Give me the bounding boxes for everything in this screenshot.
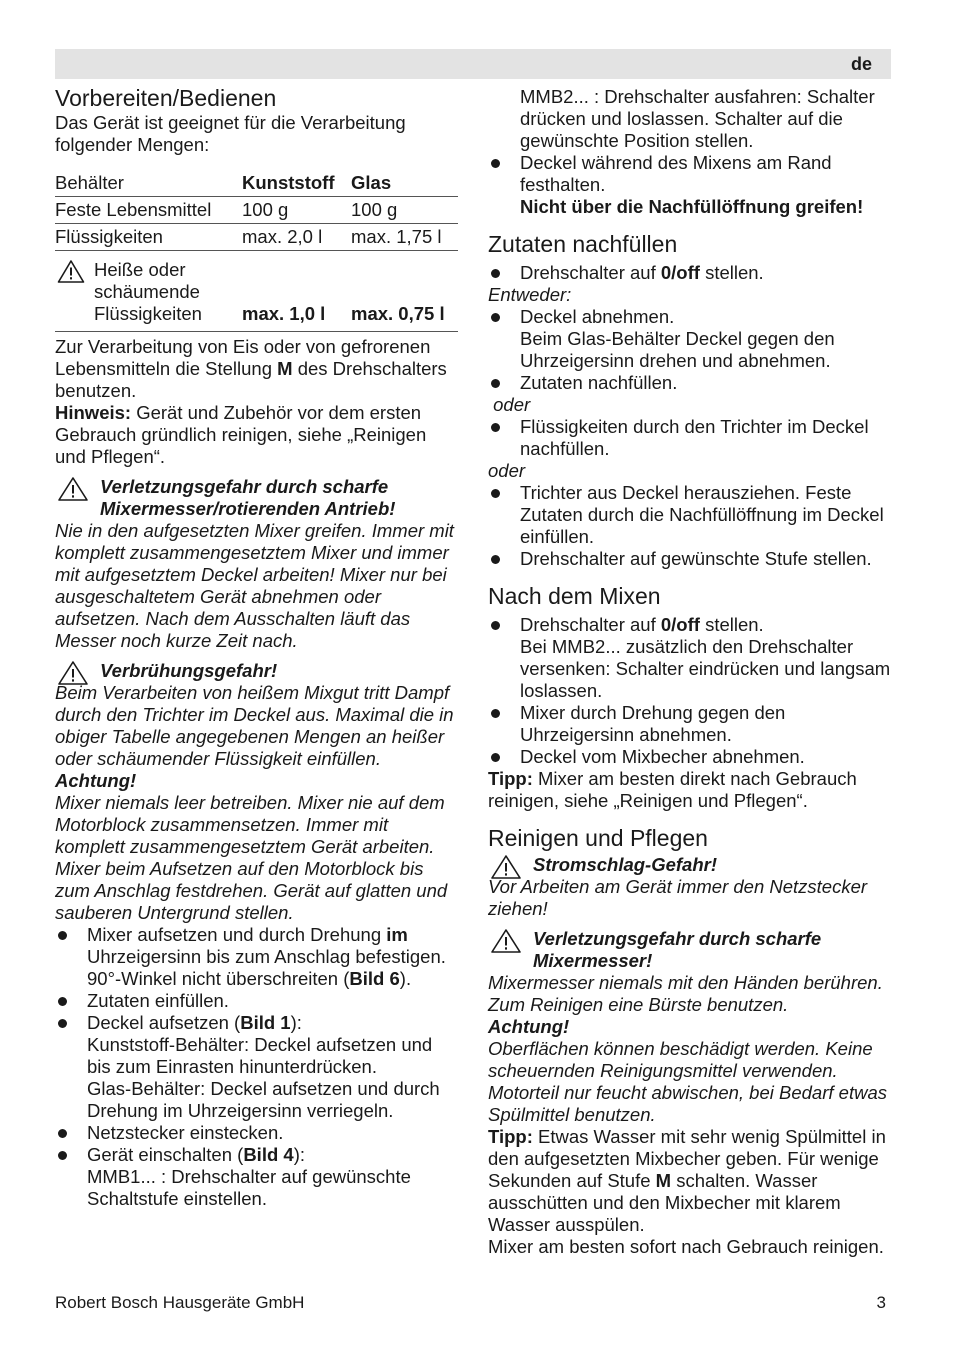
list-item: Mixer durch Drehung gegen den Uhrzeigersinn abnehmen.	[488, 702, 893, 746]
achtung-label: Achtung!	[55, 770, 137, 791]
warning-triangle-icon	[490, 854, 522, 885]
hot-liquids-label: Heiße oder schäumende Flüssigkeiten	[94, 259, 202, 324]
warning-triangle-icon	[57, 476, 89, 507]
table-cell: max. 1,75 l	[351, 224, 458, 251]
closing-text: Mixer am besten sofort nach Gebrauch reinigen.	[488, 1236, 884, 1257]
zutaten-list-4	[488, 482, 893, 570]
list-item: Zutaten nachfüllen.	[488, 372, 893, 394]
hinweis-text: Hinweis: Gerät und Zubehör vor dem ersten Gebrauch gründlich reinigen, siehe „Reinigen und Pflegen“.	[55, 402, 427, 467]
warning-triangle-icon	[57, 660, 89, 691]
achtung-text: Mixer niemals leer betreiben. Mixer nie auf dem Motorblock zusammensetzen. Immer mit komplett zusammengesetztem Gerät arbeiten. Mixer beim Aufsetzen auf den Motorblock bis zum Anschlag festdrehen. Gerät auf glatten und sauberen Untergrund stellen.	[55, 792, 448, 923]
right-column	[488, 86, 893, 1258]
list-item: Deckel abnehmen. Beim Glas-Behälter Deckel gegen den Uhrzeigersinn drehen und abnehmen.	[488, 306, 893, 372]
tipp-text: Tipp: Mixer am besten direkt nach Gebrauch reinigen, siehe „Reinigen und Pflegen“.	[488, 768, 857, 811]
oder-label: oder	[488, 394, 531, 415]
warning-scald	[55, 660, 460, 682]
table-cell: Feste Lebensmittel	[55, 197, 242, 224]
table-header-cell: Kunststoff	[242, 172, 335, 193]
zutaten-list-3	[488, 416, 893, 460]
intro-text: Das Gerät ist geeignet für die Verarbeitung folgender Mengen:	[55, 112, 406, 155]
list-item: Drehschalter auf gewünschte Stufe stellen.	[488, 548, 893, 570]
footer	[55, 1292, 886, 1314]
table-row-hot	[55, 251, 458, 332]
list-item: Mixer aufsetzen und durch Drehung im Uhrzeigersinn bis zum Anschlag befestigen. 90°-Winkel nicht überschreiten (Bild 6).	[55, 924, 460, 990]
section-title-reinigen: Reinigen und Pflegen	[488, 825, 708, 851]
deckel-list	[488, 152, 893, 218]
warning-triangle-icon	[490, 928, 522, 959]
section-title-zutaten: Zutaten nachfüllen	[488, 231, 678, 257]
warning-title: Stromschlag-Gefahr!	[533, 854, 718, 875]
mmb2-text: MMB2... : Drehschalter ausfahren: Schalter drücken und loslassen. Schalter auf die gewünschte Position stellen.	[520, 86, 875, 151]
list-item: Zutaten einfüllen.	[55, 990, 460, 1012]
table-row	[55, 197, 458, 224]
table-cell: 100 g	[351, 197, 458, 224]
warning-triangle-icon	[57, 259, 85, 289]
warning-blade	[55, 476, 460, 520]
warning-text: Vor Arbeiten am Gerät immer den Netzstecker ziehen!	[488, 876, 868, 919]
list-item: Deckel aufsetzen (Bild 1): Kunststoff-Behälter: Deckel aufsetzen und bis zum Einrasten hinunterdrücken. Glas-Behälter: Deckel aufsetzen und durch Drehung im Uhrzeigersinn verriegeln.	[55, 1012, 460, 1122]
header-bar	[55, 49, 891, 79]
table-cell: Flüssigkeiten	[55, 224, 242, 251]
oder-label: oder	[488, 460, 526, 481]
steps-list	[55, 924, 460, 1210]
footer-company: Robert Bosch Hausgeräte GmbH	[55, 1293, 305, 1312]
table-row	[55, 224, 458, 251]
warning-text: Nie in den aufgesetzten Mixer greifen. Immer mit komplett zusammengesetztem Mixer und immer mit aufgesetztem Deckel arbeiten! Mixer nur bei ausgeschaltetem Gerät abnehmen oder aufsetzen. Nach dem Ausschalten läuft das Messer noch kurze Zeit nach.	[55, 520, 454, 651]
achtung-text: Oberflächen können beschädigt werden. Keine scheuernden Reinigungsmittel verwenden. Motorteil nur feucht abwischen, bei Bedarf etwas Spülmittel benutzen.	[488, 1038, 887, 1125]
warning-title: Verletzungsgefahr durch scharfe Mixermesser!	[533, 928, 822, 971]
table-header-cell: Glas	[351, 172, 392, 193]
table-header-row	[55, 170, 458, 197]
table-cell: max. 0,75 l	[351, 251, 458, 332]
list-item: Deckel vom Mixbecher abnehmen.	[488, 746, 893, 768]
entweder-label: Entweder:	[488, 284, 572, 305]
list-item: Trichter aus Deckel herausziehen. Feste Zutaten durch die Nachfüllöffnung im Deckel einfüllen.	[488, 482, 893, 548]
warning-electric	[488, 854, 893, 876]
warning-title: Verbrühungsgefahr!	[100, 660, 278, 681]
section-title-vorbereiten: Vorbereiten/Bedienen	[55, 85, 277, 111]
language-code: de	[850, 54, 872, 74]
zutaten-list-1	[488, 262, 893, 284]
tipp-text: Tipp: Etwas Wasser mit sehr wenig Spülmittel in den aufgesetzten Mixbecher geben. Für wenige Sekunden auf Stufe M schalten. Wasser ausschütten und den Mixbecher mit klarem Wasser ausspülen.	[488, 1126, 886, 1235]
achtung-label: Achtung!	[488, 1016, 570, 1037]
section-title-nach-dem-mixen: Nach dem Mixen	[488, 583, 661, 609]
warning-text: Mixermesser niemals mit den Händen berühren. Zum Reinigen eine Bürste benutzen.	[488, 972, 883, 1015]
list-item: Gerät einschalten (Bild 4): MMB1... : Drehschalter auf gewünschte Schaltstufe einstellen.	[55, 1144, 460, 1210]
table-cell: max. 2,0 l	[242, 224, 351, 251]
quantity-table	[55, 170, 458, 332]
eis-text: Zur Verarbeitung von Eis oder von gefrorenen Lebensmitteln die Stellung M des Drehschalters benutzen.	[55, 336, 447, 401]
warning-title: Verletzungsgefahr durch scharfe Mixermesser/rotierenden Antrieb!	[100, 476, 396, 519]
list-item: Flüssigkeiten durch den Trichter im Deckel nachfüllen.	[488, 416, 893, 460]
left-column	[55, 84, 460, 1210]
table-header-cell: Behälter	[55, 172, 124, 193]
list-item: Drehschalter auf 0/off stellen.	[488, 262, 893, 284]
warning-blade-clean	[488, 928, 893, 972]
list-item: Deckel während des Mixens am Rand festhalten. Nicht über die Nachfüllöffnung greifen!	[488, 152, 893, 218]
table-cell: 100 g	[242, 197, 351, 224]
warning-text: Beim Verarbeiten von heißem Mixgut tritt Dampf durch den Trichter im Deckel aus. Maximal die in obiger Tabelle angegebenen Mengen an heißer oder schäumender Flüssigkeit einfüllen.	[55, 682, 454, 769]
list-item: Netzstecker einstecken.	[55, 1122, 460, 1144]
zutaten-list-2	[488, 306, 893, 394]
table-cell: max. 1,0 l	[242, 251, 351, 332]
table-cell	[55, 251, 242, 332]
page-number: 3	[876, 1293, 886, 1312]
list-item: Drehschalter auf 0/off stellen. Bei MMB2... zusätzlich den Drehschalter versenken: Schalter eindrücken und langsam loslassen.	[488, 614, 893, 702]
nach-list	[488, 614, 893, 768]
